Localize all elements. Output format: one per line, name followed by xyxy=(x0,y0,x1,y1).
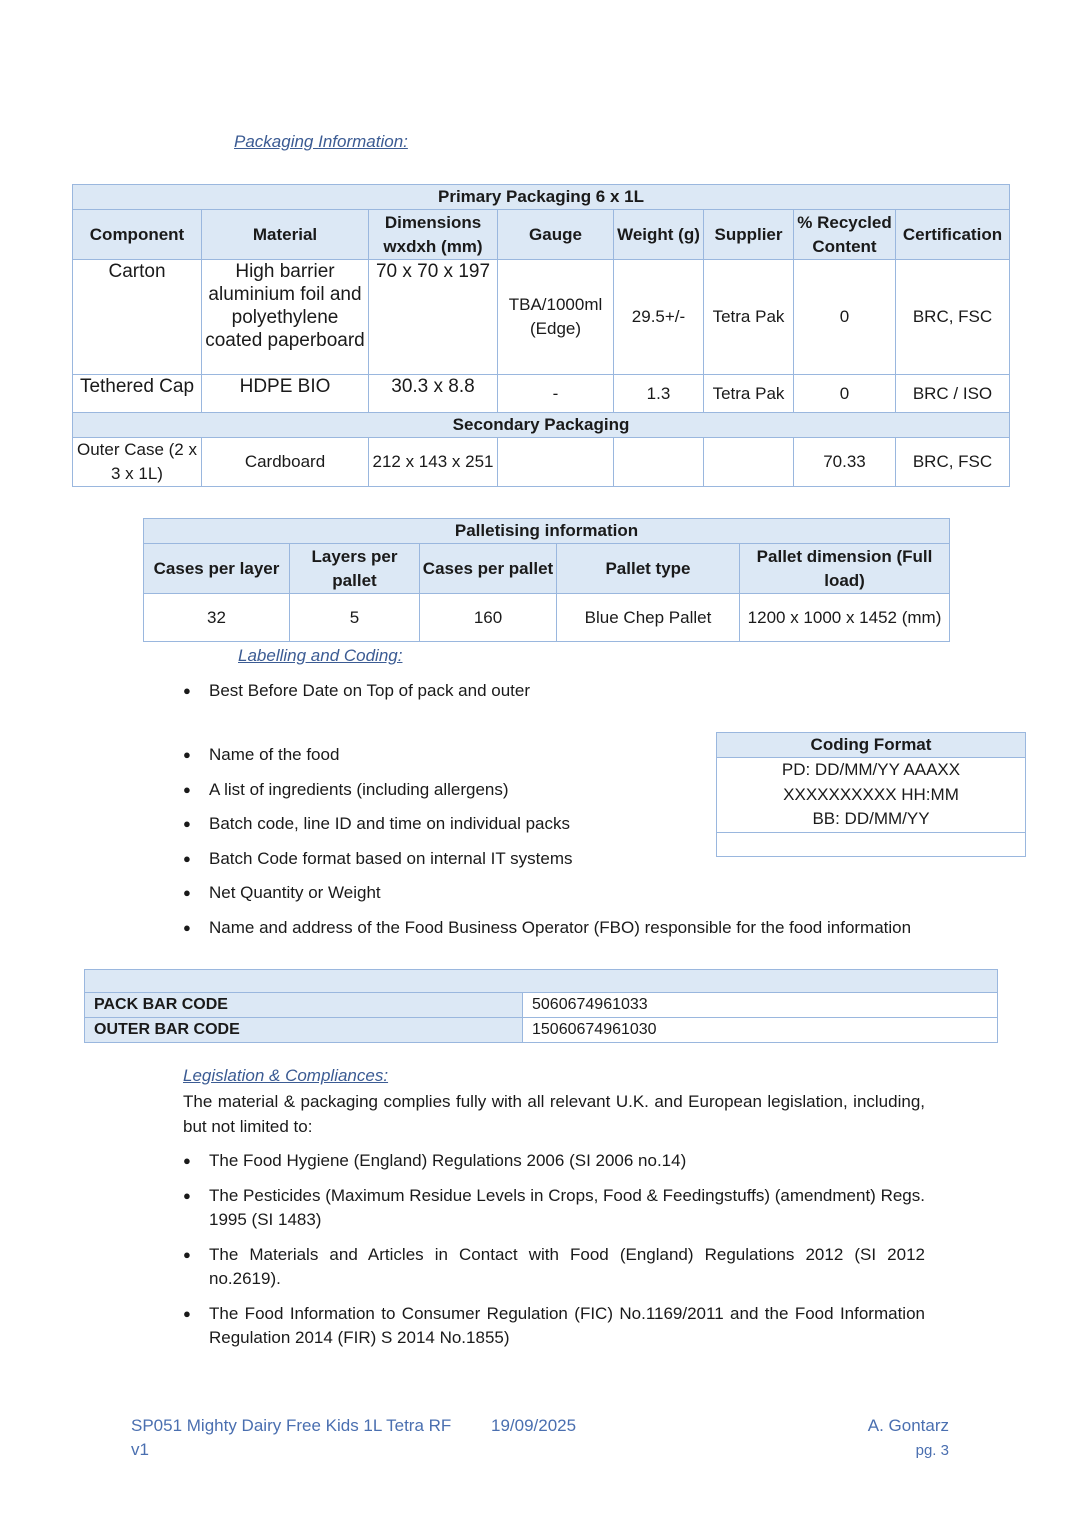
list-item: ● Batch code, line ID and time on individual packs xyxy=(183,812,983,837)
coding-format-lines xyxy=(717,758,1026,833)
palletising-title: Palletising information xyxy=(144,519,950,544)
list-item: ● The Materials and Articles in Contact with Food (England) Regulations 2012 (SI 2012 no.2619). xyxy=(183,1243,925,1292)
list-item: ● Name of the food xyxy=(183,743,983,768)
packaging-heading: Packaging Information: xyxy=(234,132,408,151)
labelling-heading: Labelling and Coding: xyxy=(238,646,403,665)
dimensions-cell: 70 x 70 x 197 xyxy=(369,260,498,375)
coding-format-table xyxy=(716,732,1026,857)
certification-cell: BRC, FSC xyxy=(896,438,1010,487)
col-header-cases-per-pallet: Cases per pallet xyxy=(420,544,557,594)
coding-format-line: XXXXXXXXXX HH:MM xyxy=(783,784,959,804)
legislation-intro: The material & packaging complies fully with all relevant U.K. and European legislation, including, but not limited to: xyxy=(183,1092,925,1136)
table-row xyxy=(73,375,1010,413)
cases-per-layer-cell: 32 xyxy=(144,594,290,642)
col-header-pallet-dimension: Pallet dimension (Full load) xyxy=(740,544,950,594)
col-header-dimensions: Dimensions wxdxh (mm) xyxy=(369,210,498,260)
recycled-cell: 0 xyxy=(794,260,896,375)
supplier-cell: Tetra Pak xyxy=(704,260,794,375)
pack-barcode-value: 5060674961033 xyxy=(523,993,998,1018)
table-row xyxy=(73,438,1010,487)
list-item: ● Batch Code format based on internal IT systems xyxy=(183,847,983,872)
footer-version: v1 xyxy=(131,1440,149,1459)
col-header-pallet-type: Pallet type xyxy=(557,544,740,594)
supplier-cell: Tetra Pak xyxy=(704,375,794,413)
list-item: ● The Food Hygiene (England) Regulations 2006 (SI 2006 no.14) xyxy=(183,1149,925,1174)
table-row xyxy=(85,1018,998,1043)
weight-cell: 1.3 xyxy=(614,375,704,413)
outer-barcode-value: 15060674961030 xyxy=(523,1018,998,1043)
secondary-packaging-title: Secondary Packaging xyxy=(73,413,1010,438)
weight-cell xyxy=(614,438,704,487)
list-item: ● Name and address of the Food Business Operator (FBO) responsible for the food information xyxy=(183,916,983,941)
pallet-type-cell: Blue Chep Pallet xyxy=(557,594,740,642)
footer-doc-title: SP051 Mighty Dairy Free Kids 1L Tetra RF xyxy=(131,1416,452,1435)
certification-cell: BRC / ISO xyxy=(896,375,1010,413)
pack-barcode-label: PACK BAR CODE xyxy=(85,993,523,1018)
table-row xyxy=(85,993,998,1018)
col-header-gauge: Gauge xyxy=(498,210,614,260)
col-header-component: Component xyxy=(73,210,202,260)
table-row xyxy=(73,260,1010,375)
legislation-heading: Legislation & Compliances: xyxy=(183,1066,389,1085)
gauge-cell: - xyxy=(498,375,614,413)
coding-format-line: PD: DD/MM/YY AAAXX xyxy=(781,760,961,780)
cases-per-pallet-cell: 160 xyxy=(420,594,557,642)
col-header-certification: Certification xyxy=(896,210,1010,260)
gauge-cell: TBA/1000ml (Edge) xyxy=(498,260,614,375)
weight-cell: 29.5+/- xyxy=(614,260,704,375)
barcode-table-header xyxy=(85,970,998,993)
coding-format-empty-row xyxy=(717,833,1026,857)
col-header-weight: Weight (g) xyxy=(614,210,704,260)
list-item: ● The Pesticides (Maximum Residue Levels in Crops, Food & Feedingstuffs) (amendment) Regs. 1995 (SI 1483) xyxy=(183,1184,925,1233)
footer-author: A. Gontarz xyxy=(867,1416,949,1435)
table-row xyxy=(144,594,950,642)
dimensions-cell: 212 x 143 x 251 xyxy=(369,438,498,487)
coding-format-line: BB: DD/MM/YY xyxy=(812,809,930,829)
pallet-dimension-cell: 1200 x 1000 x 1452 (mm) xyxy=(740,594,950,642)
list-item: ● A list of ingredients (including allergens) xyxy=(183,778,983,803)
component-cell: Tethered Cap xyxy=(73,375,202,413)
recycled-cell: 70.33 xyxy=(794,438,896,487)
gauge-cell xyxy=(498,438,614,487)
primary-packaging-title: Primary Packaging 6 x 1L xyxy=(73,185,1010,210)
recycled-cell: 0 xyxy=(794,375,896,413)
labelling-first-list xyxy=(183,679,530,704)
col-header-recycled: % Recycled Content xyxy=(794,210,896,260)
footer-page-number: pg. 3 xyxy=(915,1442,949,1459)
col-header-layers-per-pallet: Layers per pallet xyxy=(290,544,420,594)
col-header-cases-per-layer: Cases per layer xyxy=(144,544,290,594)
component-cell: Outer Case (2 x 3 x 1L) xyxy=(73,438,202,487)
dimensions-cell: 30.3 x 8.8 xyxy=(369,375,498,413)
list-item: ● The Food Information to Consumer Regulation (FIC) No.1169/2011 and the Food Information Regulation 2014 (FIR) S 2014 No.1855) xyxy=(183,1302,925,1351)
material-cell: HDPE BIO xyxy=(202,375,369,413)
legislation-list xyxy=(183,1149,925,1351)
col-header-material: Material xyxy=(202,210,369,260)
packaging-table xyxy=(72,184,1010,487)
palletising-table xyxy=(143,518,950,642)
outer-barcode-label: OUTER BAR CODE xyxy=(85,1018,523,1043)
supplier-cell xyxy=(704,438,794,487)
component-cell: Carton xyxy=(73,260,202,375)
material-cell: High barrier aluminium foil and polyethylene coated paperboard xyxy=(202,260,369,375)
certification-cell: BRC, FSC xyxy=(896,260,1010,375)
list-item: ● Net Quantity or Weight xyxy=(183,881,983,906)
material-cell: Cardboard xyxy=(202,438,369,487)
col-header-supplier: Supplier xyxy=(704,210,794,260)
list-item: ● Best Before Date on Top of pack and outer xyxy=(183,679,530,704)
footer-date: 19/09/2025 xyxy=(491,1416,577,1435)
coding-format-title: Coding Format xyxy=(717,733,1026,758)
barcode-table xyxy=(84,969,998,1043)
layers-per-pallet-cell: 5 xyxy=(290,594,420,642)
